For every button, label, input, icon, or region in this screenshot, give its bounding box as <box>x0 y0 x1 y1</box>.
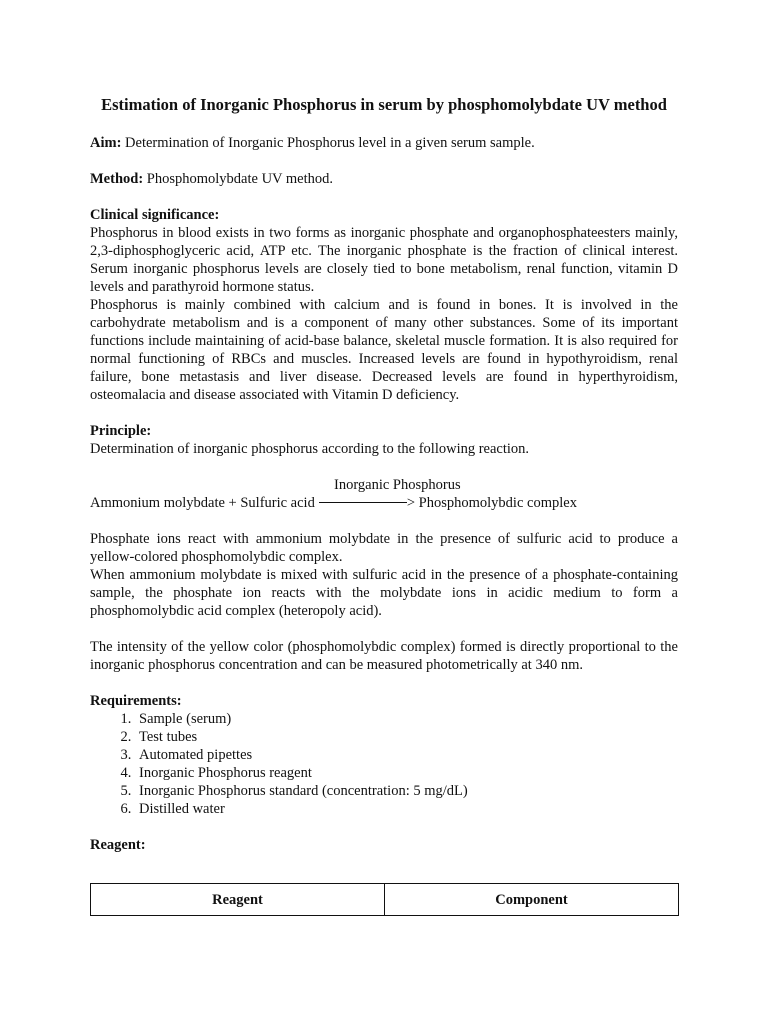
principle-intro: Determination of inorganic phosphorus according to the following reaction. <box>90 441 530 457</box>
list-item: 6. Distilled water <box>135 800 678 818</box>
method-label: Method: <box>90 171 144 187</box>
reaction-arrow-head: > <box>406 495 416 511</box>
aim-label: Aim: <box>90 135 122 151</box>
principle-paragraph-3: The intensity of the yellow color (phosphomolybdic complex) formed is directly proportional to the inorganic phosphorus concentration and can be measured photometrically at 340 nm. <box>90 639 678 673</box>
principle-paragraph-1: Phosphate ions react with ammonium molybdate in the presence of sulfuric acid to produce a yellow-colored phosphomolybdic complex. <box>90 531 678 565</box>
list-item: 2. Test tubes <box>135 728 678 746</box>
document-title: Estimation of Inorganic Phosphorus in serum by phosphomolybdate UV method <box>101 95 667 114</box>
clinical-significance-heading: Clinical significance: <box>90 207 220 223</box>
aim-text: Determination of Inorganic Phosphorus level in a given serum sample. <box>121 135 535 151</box>
method-text: Phosphomolybdate UV method. <box>143 171 334 187</box>
document-body <box>90 94 678 854</box>
table-header-reagent: Reagent <box>91 884 385 916</box>
aim-paragraph <box>90 134 678 152</box>
clinical-paragraph-1: Phosphorus in blood exists in two forms as inorganic phosphate and organophosphateesters mainly, 2,3-diphosphoglyceric acid, ATP etc. The inorganic phosphate is the fraction of clinical interest. Serum inorganic phosphorus levels are closely tied to bone metabolism, renal function, vitamin D levels and parathyroid hormone status. <box>90 225 678 295</box>
requirements-heading: Requirements: <box>90 693 182 709</box>
reagent-table <box>90 883 679 916</box>
principle-paragraph-2: When ammonium molybdate is mixed with sulfuric acid in the presence of a phosphate-containing sample, the phosphate ion reacts with the molybdate ions in acidic medium to form a phosphomolybdic acid complex (heteropoly acid). <box>90 567 678 619</box>
reaction-product: Phosphomolybdic complex <box>415 495 577 511</box>
reaction-arrow-line <box>319 502 407 503</box>
list-item: 4. Inorganic Phosphorus reagent <box>135 764 678 782</box>
method-paragraph <box>90 170 678 188</box>
table-header-component: Component <box>385 884 679 916</box>
list-item: 1. Sample (serum) <box>135 710 678 728</box>
reaction-equation <box>90 494 678 512</box>
requirements-list <box>90 710 678 818</box>
reaction-reactants: Ammonium molybdate + Sulfuric acid <box>90 495 315 511</box>
clinical-paragraph-2: Phosphorus is mainly combined with calcium and is found in bones. It is involved in the carbohydrate metabolism and is a component of many other substances. Some of its important functions include maintaining of acid-base balance, skeletal muscle formation. It is also required for normal functioning of RBCs and muscles. Increased levels are found in hypothyroidism, renal failure, bone metastasis and liver disease. Decreased levels are found in hyperthyroidism, osteomalacia and disease associated with Vitamin D deficiency. <box>90 297 678 403</box>
principle-heading: Principle: <box>90 423 152 439</box>
list-item: 5. Inorganic Phosphorus standard (concentration: 5 mg/dL) <box>135 782 678 800</box>
reaction-catalyst: Inorganic Phosphorus <box>334 477 461 493</box>
reagent-heading: Reagent: <box>90 837 146 853</box>
list-item: 3. Automated pipettes <box>135 746 678 764</box>
table-header-row <box>91 884 679 916</box>
